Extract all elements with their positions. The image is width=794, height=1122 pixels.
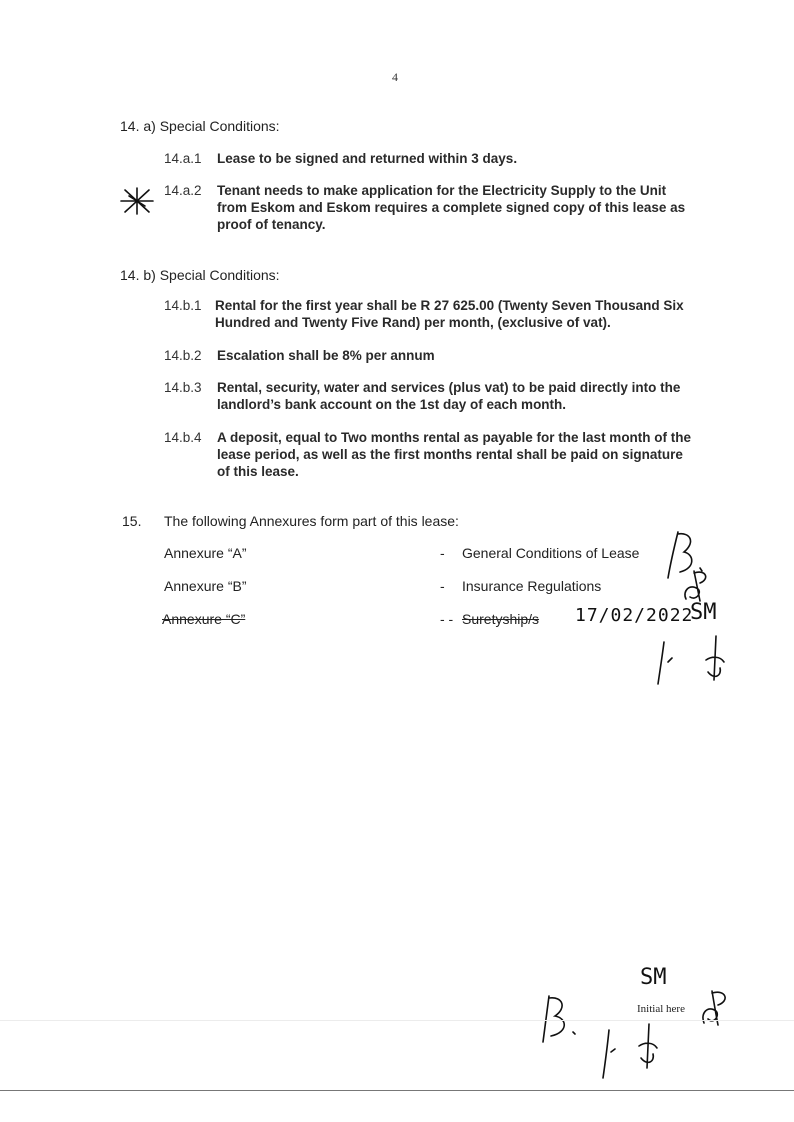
annexure-label: Annexure “A” xyxy=(164,545,247,561)
clause-number: 14.a.2 xyxy=(164,183,202,198)
clause-text: Lease to be signed and returned within 3 days. xyxy=(217,151,518,166)
asterisk-mark-icon xyxy=(117,186,157,216)
signature-scribble xyxy=(650,632,730,687)
handwritten-initials-footer: SM xyxy=(640,965,667,990)
handwritten-date: 17/02/2022 xyxy=(575,605,694,626)
signature-scribble xyxy=(680,565,720,605)
clause-text: A deposit, equal to Two months rental as payable for the last month of the lease period, as well as the first months rental shall be paid on signature of this lease. xyxy=(217,430,692,479)
annexure-desc: General Conditions of Lease xyxy=(462,545,640,561)
clause-number: 14.b.4 xyxy=(164,430,202,445)
clause-number: 14.a.1 xyxy=(164,151,202,166)
section-15-number: 15. xyxy=(122,513,142,529)
clause-number: 14.b.3 xyxy=(164,380,202,395)
section-15-intro: The following Annexures form part of this lease: xyxy=(164,513,459,529)
annexure-dash: - xyxy=(440,578,445,594)
annexure-desc: Insurance Regulations xyxy=(462,578,602,594)
clause-text: Tenant needs to make application for the Electricity Supply to the Unit from Eskom and Eskom requires a complete signed copy of this lease as proof of tenancy. xyxy=(217,183,686,232)
bottom-rule xyxy=(0,1090,794,1091)
clause-number: 14.b.1 xyxy=(164,298,202,313)
initial-here-label: Initial here xyxy=(637,1003,685,1015)
annexure-dash: - - xyxy=(440,611,454,627)
annexure-label-struck: Annexure “C” xyxy=(162,611,246,627)
signature-scribble xyxy=(595,1020,665,1080)
clause-text: Escalation shall be 8% per annum xyxy=(217,348,435,363)
annexure-dash: - xyxy=(440,545,445,561)
page-number: 4 xyxy=(392,70,398,84)
clause-text: Rental for the first year shall be R 27 625.00 (Twenty Seven Thousand Six Hundred and Twenty Five Rand) per month, (exclusive of vat). xyxy=(215,298,684,330)
annexure-desc-struck: Suretyship/s xyxy=(462,611,540,627)
section-14a-heading: 14. a) Special Conditions: xyxy=(120,118,280,134)
annexure-label: Annexure “B” xyxy=(164,578,247,594)
section-14b-heading: 14. b) Special Conditions: xyxy=(120,267,280,283)
clause-text: Rental, security, water and services (plus vat) to be paid directly into the landlord’s bank account on the 1st day of each month. xyxy=(217,380,681,412)
faint-divider xyxy=(0,1020,794,1021)
signature-scribble xyxy=(698,985,738,1030)
handwritten-initials: SM xyxy=(690,600,717,625)
clause-number: 14.b.2 xyxy=(164,348,202,363)
